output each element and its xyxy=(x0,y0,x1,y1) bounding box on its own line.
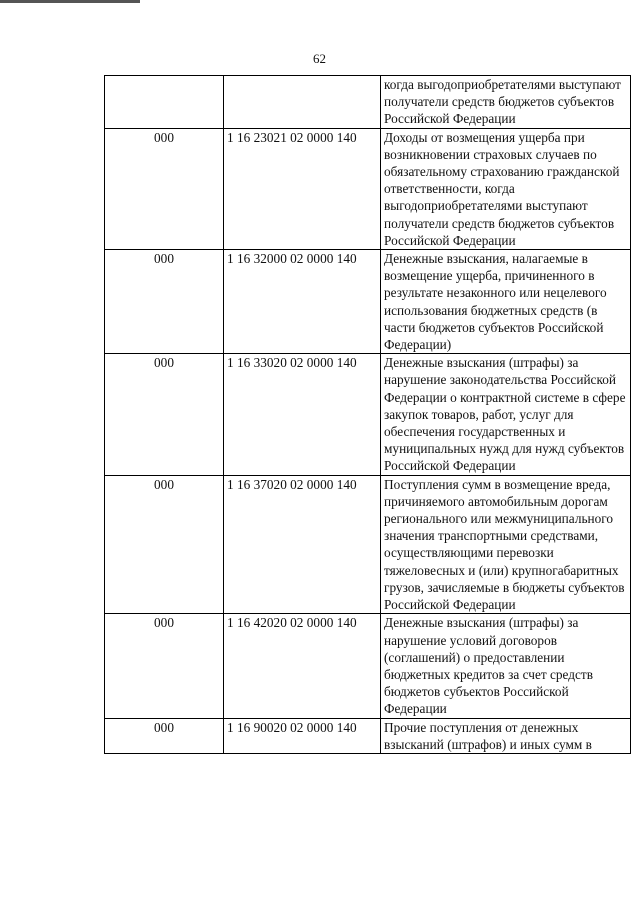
description-cell: Денежные взыскания (штрафы) за нарушение условий договоров (соглашений) о предоставлении бюджетных кредитов за счет средств бюджетов субъектов Российской Федерации xyxy=(381,614,631,718)
table-row xyxy=(105,718,631,753)
top-header-rule xyxy=(0,0,140,3)
page-number: 62 xyxy=(313,51,326,66)
revenue-code-cell: 1 16 33020 02 0000 140 xyxy=(224,354,381,475)
admin-code-cell: 000 xyxy=(105,475,224,614)
table-row xyxy=(105,475,631,614)
revenue-code-cell xyxy=(224,76,381,129)
revenue-code-cell: 1 16 90020 02 0000 140 xyxy=(224,718,381,753)
revenue-code-cell: 1 16 42020 02 0000 140 xyxy=(224,614,381,718)
admin-code-cell: 000 xyxy=(105,718,224,753)
description-cell: Прочие поступления от денежных взысканий (штрафов) и иных сумм в xyxy=(381,718,631,753)
description-cell: когда выгодоприобретателями выступают получатели средств бюджетов субъектов Российской Федерации xyxy=(381,76,631,129)
admin-code-cell: 000 xyxy=(105,250,224,354)
admin-code-cell xyxy=(105,76,224,129)
description-cell: Поступления сумм в возмещение вреда, причиняемого автомобильным дорогам регионального или межмуниципального значения транспортными средствами, осуществляющими перевозки тяжеловесных и (или) крупногабаритных грузов, зачисляемые в бюджеты субъектов Российской Федерации xyxy=(381,475,631,614)
revenue-code-cell: 1 16 23021 02 0000 140 xyxy=(224,128,381,249)
table-row xyxy=(105,76,631,129)
description-cell: Денежные взыскания, налагаемые в возмещение ущерба, причиненного в результате незаконного или нецелевого использования бюджетных средств (в части бюджетов субъектов Российской Федерации) xyxy=(381,250,631,354)
description-cell: Доходы от возмещения ущерба при возникновении страховых случаев по обязательному страхованию гражданской ответственности, когда выгодоприобретателями выступают получатели средств бюджетов субъектов Российской Федерации xyxy=(381,128,631,249)
table-row xyxy=(105,614,631,718)
admin-code-cell: 000 xyxy=(105,614,224,718)
description-cell: Денежные взыскания (штрафы) за нарушение законодательства Российской Федерации о контрактной системе в сфере закупок товаров, работ, услуг для обеспечения государственных и муниципальных нужд для нужд субъектов Российской Федерации xyxy=(381,354,631,475)
table-row xyxy=(105,128,631,249)
table-row xyxy=(105,354,631,475)
admin-code-cell: 000 xyxy=(105,354,224,475)
revenue-code-cell: 1 16 32000 02 0000 140 xyxy=(224,250,381,354)
table-row xyxy=(105,250,631,354)
revenue-code-cell: 1 16 37020 02 0000 140 xyxy=(224,475,381,614)
revenue-codes-table xyxy=(104,75,631,754)
admin-code-cell: 000 xyxy=(105,128,224,249)
